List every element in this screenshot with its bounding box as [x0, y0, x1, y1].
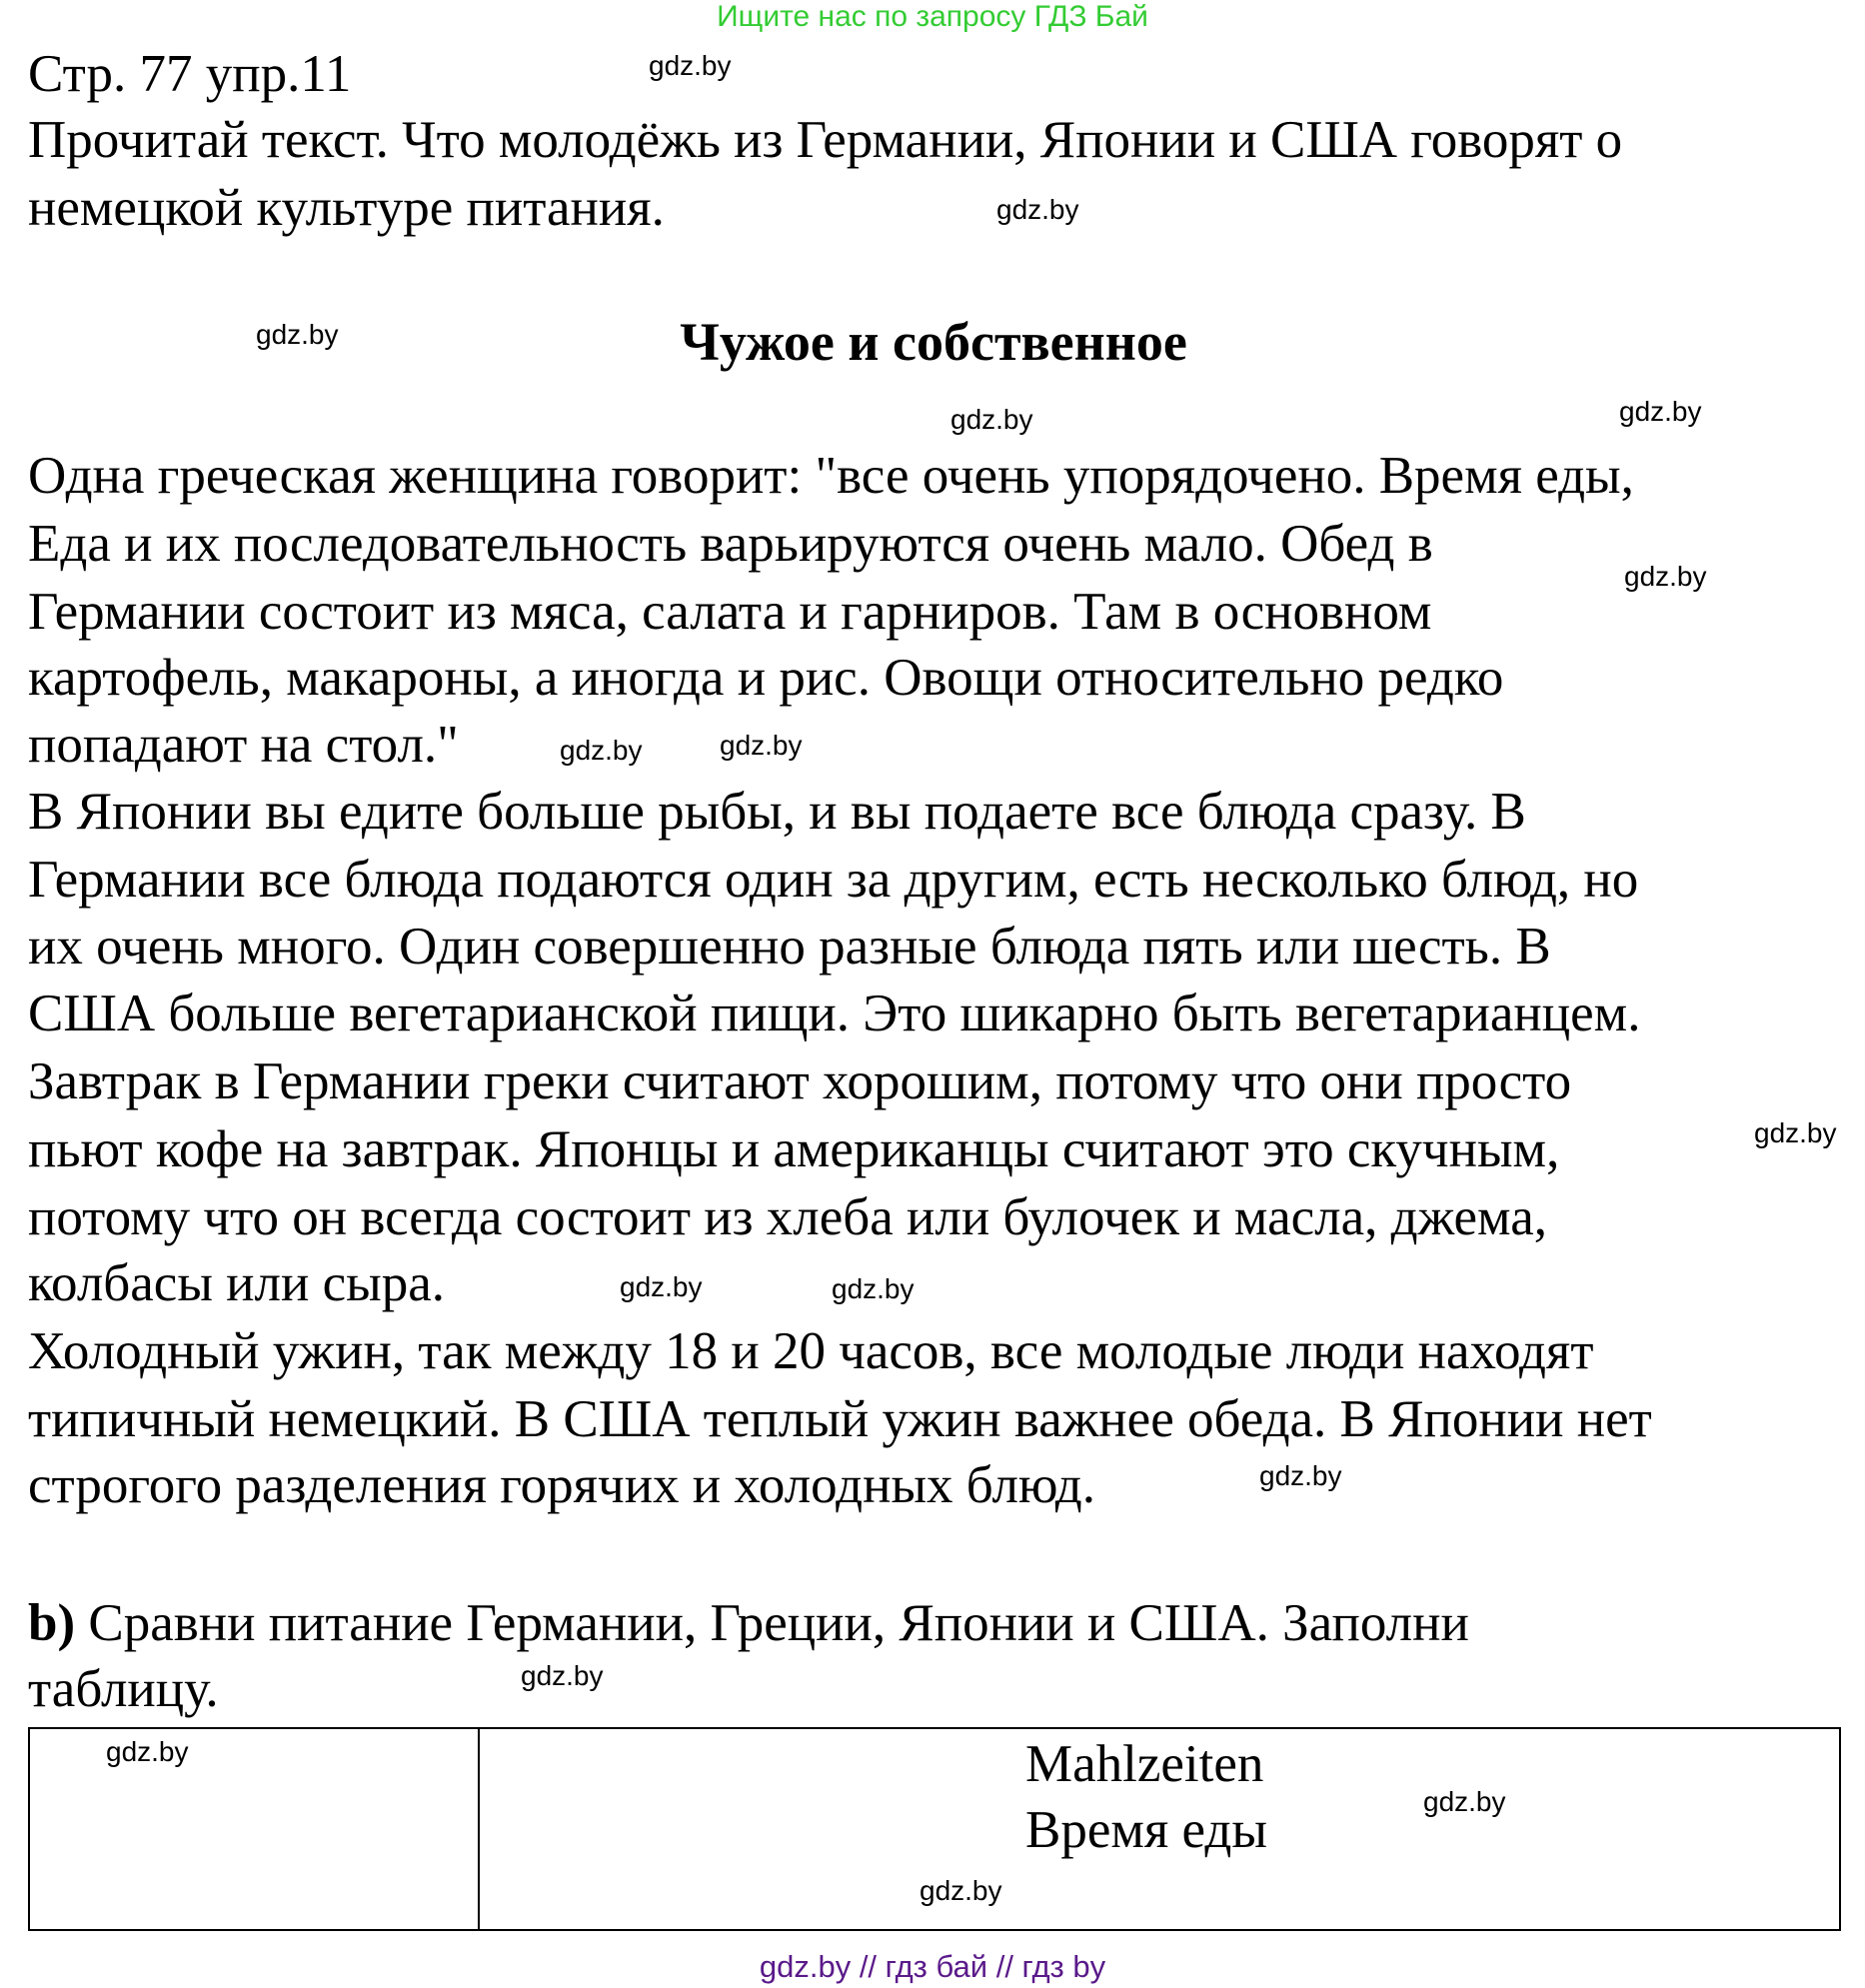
watermark: gdz.by: [950, 404, 1033, 435]
body-line: Одна греческая женщина говорит: "все очень упорядочено. Время еды,: [28, 447, 1634, 505]
watermark: gdz.by: [832, 1273, 915, 1304]
task-a-line: немецкой культуре питания.: [28, 179, 665, 237]
body-line: Германии все блюда подаются один за другим, есть несколько блюд, но: [28, 851, 1639, 909]
task-b-line: таблицу.: [28, 1660, 219, 1718]
watermark: gdz.by: [1754, 1117, 1837, 1148]
watermark: gdz.by: [521, 1660, 604, 1691]
task-b-text: Сравни питание Германии, Греции, Японии и США. Заполни: [75, 1594, 1469, 1652]
body-line: их очень много. Один совершенно разные блюда пять или шесть. В: [28, 918, 1551, 976]
watermark: gdz.by: [920, 1875, 1002, 1906]
body-line: Завтрак в Германии греки считают хорошим, потому что они просто: [28, 1052, 1572, 1110]
watermark: gdz.by: [560, 735, 643, 766]
body-line: типичный немецкий. В США теплый ужин важнее обеда. В Японии нет: [28, 1390, 1652, 1448]
watermark: gdz.by: [106, 1736, 189, 1767]
table-header-ru: Время еды: [1025, 1801, 1267, 1859]
body-line: колбасы или сыра.: [28, 1254, 446, 1312]
watermark: gdz.by: [1423, 1786, 1506, 1817]
site-banner: Ищите нас по запросу ГДЗ Бай: [717, 0, 1148, 33]
body-line: Холодный ужин, так между 18 и 20 часов, все молодые люди находят: [28, 1322, 1594, 1380]
watermark: gdz.by: [620, 1271, 703, 1302]
exercise-heading: Стр. 77 упр.11: [28, 45, 352, 103]
watermark: gdz.by: [649, 50, 732, 81]
watermark: gdz.by: [996, 194, 1079, 225]
body-line: картофель, макароны, а иногда и рис. Овощи относительно редко: [28, 649, 1504, 707]
body-line: попадают на стол.": [28, 716, 459, 774]
watermark: gdz.by: [1259, 1460, 1342, 1491]
body-line: потому что он всегда состоит из хлеба или булочек и масла, джема,: [28, 1188, 1547, 1246]
watermark: gdz.by: [256, 319, 339, 350]
body-line: пьют кофе на завтрак. Японцы и американцы считают это скучным,: [28, 1120, 1560, 1178]
text-title: Чужое и собственное: [680, 312, 1187, 372]
task-b-line: [28, 1593, 1469, 1653]
body-line: США больше вегетарианской пищи. Это шикарно быть вегетарианцем.: [28, 985, 1641, 1042]
watermark: gdz.by: [720, 730, 803, 761]
body-line: строгого разделения горячих и холодных блюд.: [28, 1456, 1096, 1514]
table-header-de: Mahlzeiten: [1025, 1735, 1264, 1793]
task-b-label: b): [28, 1594, 76, 1652]
body-line: Германии состоит из мяса, салата и гарниров. Там в основном: [28, 583, 1432, 641]
watermark: gdz.by: [1624, 561, 1707, 592]
body-line: В Японии вы едите больше рыбы, и вы подаете все блюда сразу. В: [28, 783, 1526, 841]
body-line: Еда и их последовательность варьируются очень мало. Обед в: [28, 515, 1433, 573]
task-a-line: Прочитай текст. Что молодёжь из Германии, Японии и США говорят о: [28, 111, 1623, 169]
watermark: gdz.by: [1619, 396, 1702, 427]
footer-links: gdz.by // гдз бай // гдз by: [759, 1949, 1106, 1984]
table-cell-empty[interactable]: [29, 1728, 479, 1930]
